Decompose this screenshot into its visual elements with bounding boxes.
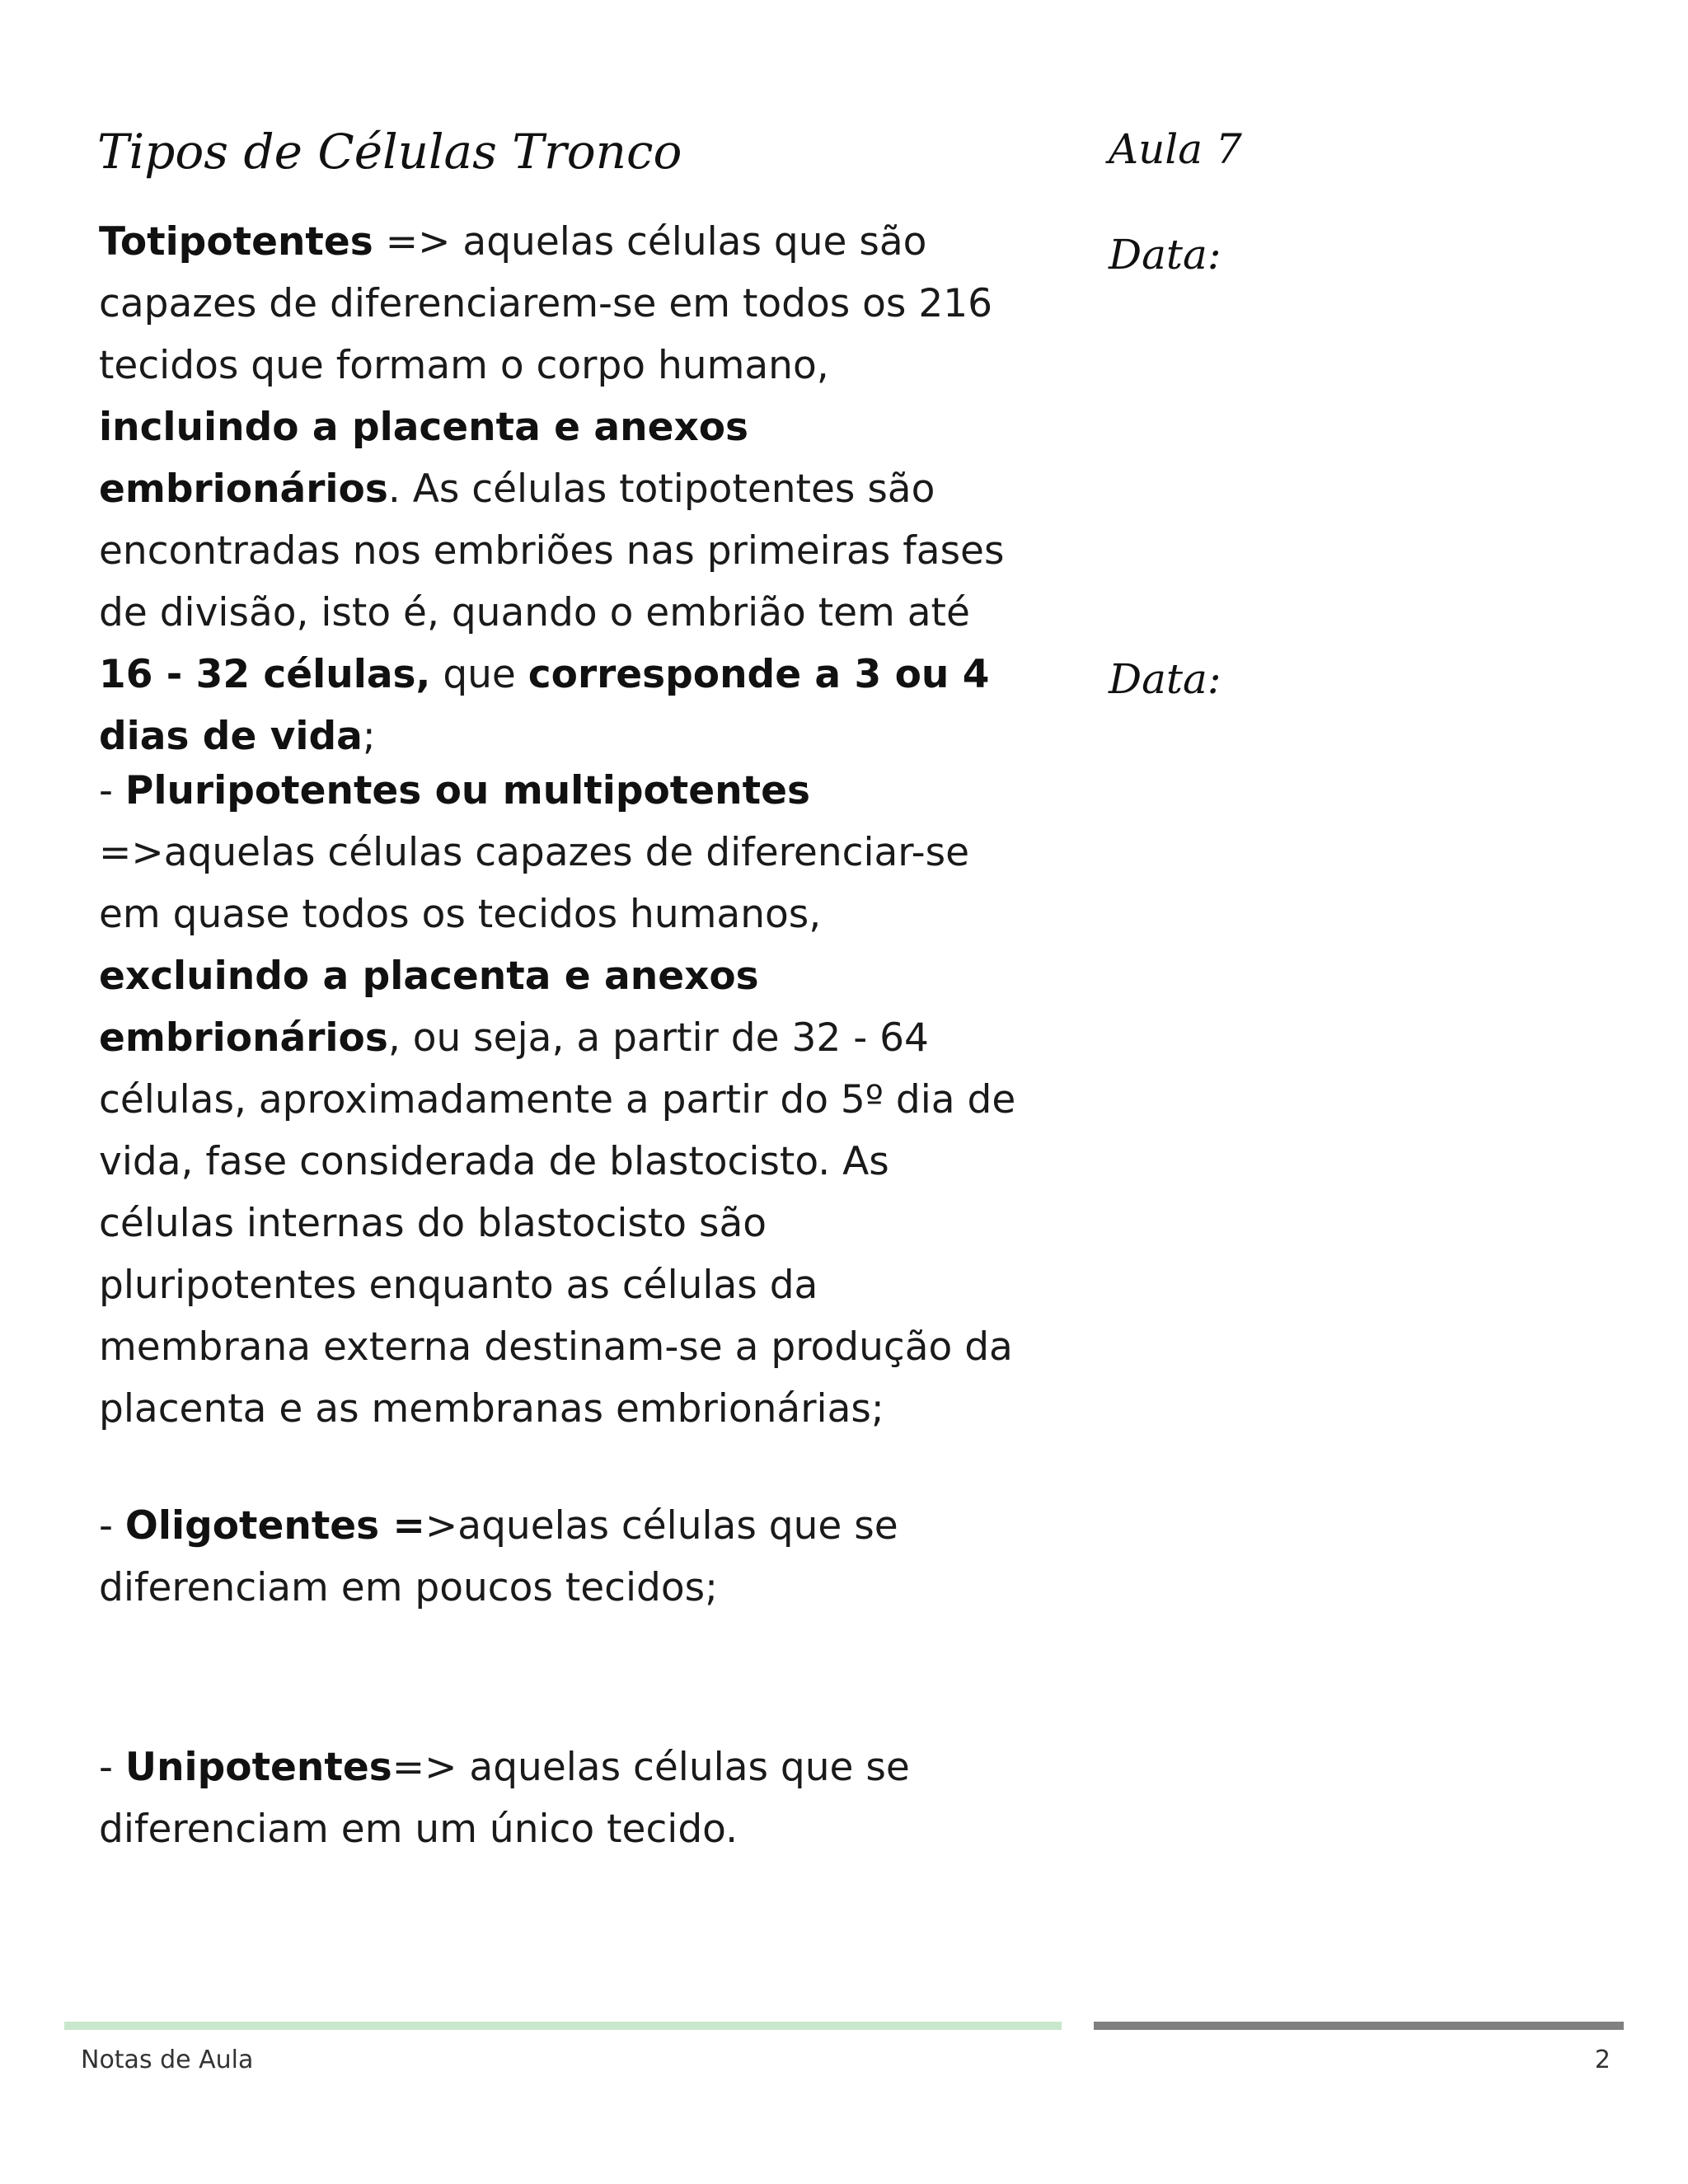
paragraph-unipotentes <box>99 1736 1030 1860</box>
paragraph-totipotentes <box>99 211 1030 767</box>
text-segment: >aquelas células que se diferenciam em poucos tecidos; <box>99 1503 898 1610</box>
term-pluripotentes: Pluripotentes ou multipotentes <box>124 768 810 813</box>
term-oligotentes: Oligotentes = <box>124 1503 425 1549</box>
footer-title: Notas de Aula <box>81 2046 254 2074</box>
term-totipotentes: Totipotentes <box>99 219 373 265</box>
emphasis-segment: excluindo a placenta e anexos embrionários <box>99 954 759 1061</box>
text-segment: => aquelas células que se diferenciam em um único tecido. <box>99 1745 910 1852</box>
text-segment: , ou seja, a partir de 32 - 64 células, aproximadamente a partir do 5º dia de vida, fase considerada de blastocisto. As células internas do blastocisto são pluripotentes enquanto as células da membrana externa destinam-se a produção da placenta e as membranas embrionárias; <box>99 1015 1016 1432</box>
paragraph-pluripotentes <box>99 760 1030 1440</box>
emphasis-segment: 16 - 32 células, <box>99 652 431 697</box>
date-label-2: Data: <box>1109 655 1221 703</box>
list-dash: - <box>99 768 125 813</box>
term-unipotentes: Unipotentes <box>124 1745 392 1790</box>
text-segment: =>aquelas células capazes de diferenciar-se em quase todos os tecidos humanos, <box>99 830 969 937</box>
list-dash: - <box>99 1503 125 1549</box>
page-title: Tipos de Células Tronco <box>97 124 682 180</box>
footer-rule-gray <box>1094 2022 1624 2030</box>
emphasis-segment: corresponde a 3 ou 4 dias de vida <box>99 652 990 759</box>
list-dash: - <box>99 1745 125 1790</box>
date-label-1: Data: <box>1109 231 1221 279</box>
text-segment: => aquelas células que são capazes de diferenciarem-se em todos os 216 tecidos que formam o corpo humano, <box>99 219 993 388</box>
text-segment: ; <box>362 714 376 759</box>
aula-label: Aula 7 <box>1109 125 1242 173</box>
page-number: 2 <box>1594 2046 1611 2074</box>
footer-rule-green <box>64 2022 1062 2030</box>
text-segment: . As células totipotentes são encontradas nos embriões nas primeiras fases de divisão, isto é, quando o embrião tem até <box>99 466 1005 635</box>
paragraph-oligotentes <box>99 1495 1030 1619</box>
text-segment: que <box>430 652 528 697</box>
emphasis-segment: incluindo a placenta e anexos embrionários <box>99 405 749 512</box>
